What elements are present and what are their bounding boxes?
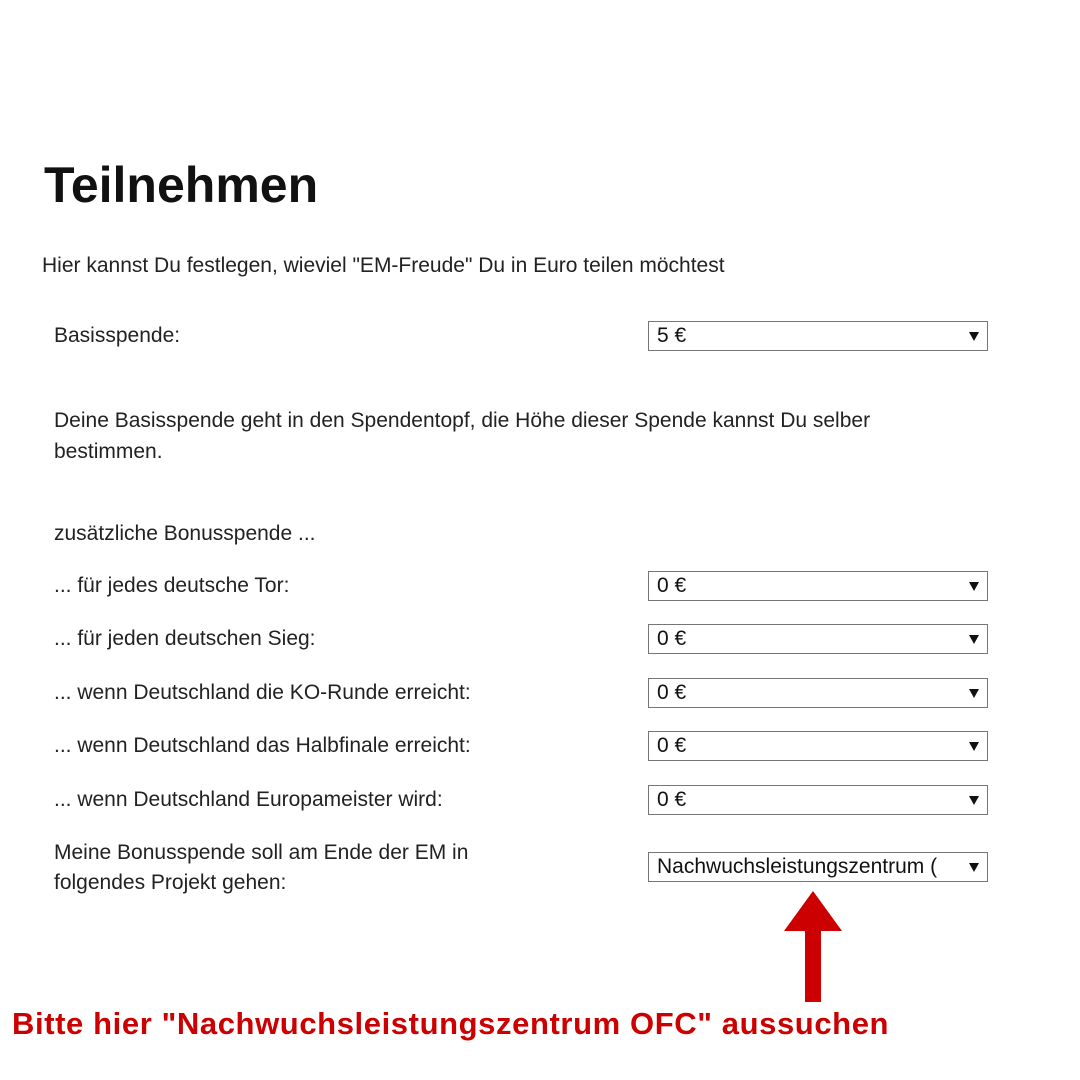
chevron-down-icon [969, 796, 979, 805]
bonus-goal-select[interactable] [648, 571, 988, 601]
bonus-semifinal-value: 0 € [657, 734, 687, 757]
chevron-down-icon [969, 635, 979, 644]
chevron-down-icon [969, 742, 979, 751]
project-label: Meine Bonusspende soll am Ende der EM in folgendes Projekt gehen: [54, 841, 469, 894]
bonus-ko-round-value: 0 € [657, 681, 687, 704]
bonus-goal-label: ... für jedes deutsche Tor: [54, 574, 290, 597]
bonus-win-select[interactable] [648, 624, 988, 654]
chevron-down-icon [969, 863, 979, 872]
base-donation-label: Basisspende: [54, 324, 181, 347]
arrow-shaft [805, 929, 821, 1002]
bonus-ko-round-select[interactable] [648, 678, 988, 708]
project-select[interactable] [648, 852, 988, 882]
bonus-heading: zusätzliche Bonusspende ... [54, 522, 316, 545]
chevron-down-icon [969, 332, 979, 341]
chevron-down-icon [969, 582, 979, 591]
base-donation-description: Deine Basisspende geht in den Spendentopf, die Höhe dieser Spende kannst Du selber bestimmen. [54, 409, 871, 463]
base-donation-select[interactable] [648, 321, 988, 351]
base-donation-value: 5 € [657, 324, 687, 347]
chevron-down-icon [969, 689, 979, 698]
bonus-champion-value: 0 € [657, 788, 687, 811]
arrow-head [784, 891, 842, 931]
bonus-ko-round-label: ... wenn Deutschland die KO-Runde erreicht: [54, 681, 471, 704]
bonus-champion-label: ... wenn Deutschland Europameister wird: [54, 788, 443, 811]
bonus-win-value: 0 € [657, 627, 687, 650]
project-value: Nachwuchsleistungszentrum ( [657, 855, 938, 878]
instruction-annotation: Bitte hier "Nachwuchsleistungszentrum OFC" aussuchen [12, 1006, 890, 1041]
page-title: Teilnehmen [44, 157, 319, 213]
bonus-semifinal-label: ... wenn Deutschland das Halbfinale erreicht: [54, 734, 471, 757]
intro-text: Hier kannst Du festlegen, wieviel "EM-Freude" Du in Euro teilen möchtest [42, 254, 725, 277]
bonus-goal-value: 0 € [657, 574, 687, 597]
bonus-champion-select[interactable] [648, 785, 988, 815]
bonus-win-label: ... für jeden deutschen Sieg: [54, 627, 316, 650]
bonus-semifinal-select[interactable] [648, 731, 988, 761]
